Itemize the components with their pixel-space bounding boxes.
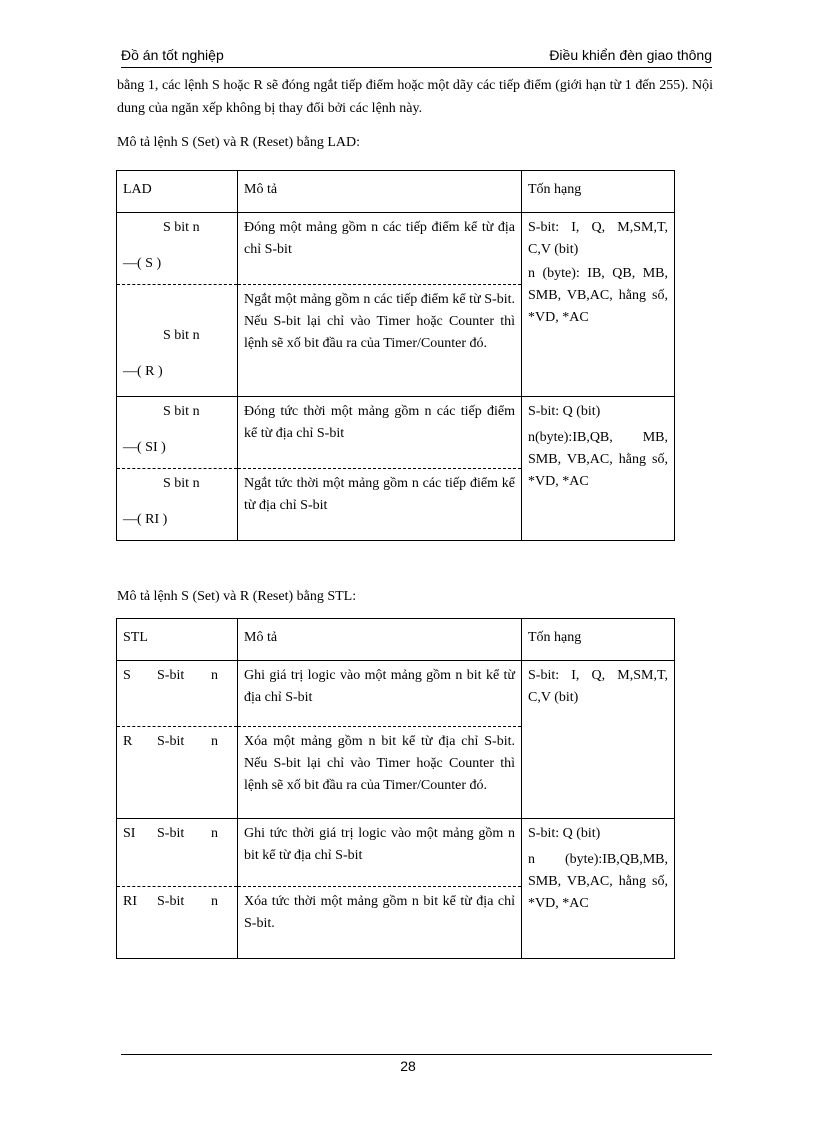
lad-coil: —( SI ) [123, 440, 166, 455]
footer-rule [121, 1054, 712, 1055]
stl-mnemonic: R [123, 734, 133, 749]
stl-mnemonic: SI [123, 826, 136, 841]
table-row [117, 819, 675, 887]
stl-operand: S-bit [157, 826, 185, 841]
stl-desc: Xóa một mảng gồm n bit kể từ địa chỉ S-bit. Nếu S-bit lại chỉ vào Timer hoặc Counter thì lệnh sẽ xố bit đầu ra của Timer/Counter đó. [238, 727, 522, 819]
lad-coil: —( RI ) [123, 512, 168, 527]
header-right: Điều khiển đèn giao thông [549, 47, 712, 63]
lad-symbol: S bit n [163, 220, 200, 235]
stl-table [116, 618, 675, 959]
lad-desc: Đóng tức thời một mảng gồm n các tiếp điểm kể từ địa chỉ S-bit [238, 397, 522, 469]
lad-operand-group-1 [522, 213, 675, 397]
stl-n: n [211, 894, 218, 909]
lad-operand-group-2 [522, 397, 675, 541]
lad-header-lad: LAD [117, 171, 238, 213]
stl-operand: S-bit [157, 734, 185, 749]
operand-line: n (byte):IB,QB,MB, SMB, VB,AC, hằng số, *VD, *AC [528, 852, 668, 911]
stl-desc: Xóa tức thời một mảng gồm n bit kể từ địa chỉ S-bit. [238, 887, 522, 959]
page-number: 28 [400, 1058, 416, 1074]
operand-line: S-bit: Q (bit) [528, 404, 601, 419]
stl-mnemonic: RI [123, 894, 137, 909]
lad-table [116, 170, 675, 541]
stl-n: n [211, 734, 218, 749]
lad-symbol: S bit n [163, 476, 200, 491]
lad-header-operand: Tốn hạng [522, 171, 675, 213]
stl-header-stl: STL [117, 619, 238, 661]
operand-line: S-bit: I, Q, M,SM,T, C,V (bit) [528, 220, 668, 257]
lad-desc: Ngắt tức thời một mảng gồm n các tiếp điểm kể từ địa chỉ S-bit [238, 469, 522, 541]
operand-line: n(byte):IB,QB, MB, SMB, VB,AC, hằng số, *VD, *AC [528, 430, 668, 489]
stl-operand-group-2 [522, 819, 675, 959]
table-row [117, 661, 675, 727]
stl-n: n [211, 668, 218, 683]
lad-symbol: S bit n [163, 404, 200, 419]
stl-mnemonic: S [123, 668, 131, 683]
lad-header-desc: Mô tả [238, 171, 522, 213]
lad-desc: Ngắt một mảng gồm n các tiếp điểm kể từ S-bit. Nếu S-bit lại chỉ vào Timer hoặc Counter thì lệnh sẽ xố bit đầu ra của Timer/Counter đó. [238, 285, 522, 397]
stl-operand-group-1: S-bit: I, Q, M,SM,T, C,V (bit) [522, 661, 675, 819]
table-row [117, 397, 675, 469]
lad-caption: Mô tả lệnh S (Set) và R (Reset) bằng LAD: [117, 135, 361, 150]
table-row [117, 213, 675, 285]
stl-header-operand: Tốn hạng [522, 619, 675, 661]
stl-operand: S-bit [157, 894, 185, 909]
lad-symbol: S bit n [163, 328, 200, 343]
lad-coil: —( R ) [123, 364, 163, 379]
stl-caption: Mô tả lệnh S (Set) và R (Reset) bằng STL: [117, 589, 357, 604]
header-left: Đồ án tốt nghiệp [121, 47, 224, 63]
stl-operand: S-bit [157, 668, 185, 683]
lad-coil: —( S ) [123, 256, 162, 271]
stl-header-desc: Mô tả [238, 619, 522, 661]
stl-desc: Ghi giá trị logic vào một mảng gồm n bit kể từ địa chỉ S-bit [238, 661, 522, 727]
intro-paragraph: bằng 1, các lệnh S hoặc R sẽ đóng ngắt tiếp điểm hoặc một dãy các tiếp điểm (giới hạn từ 1 đến 255). Nội dung của ngăn xếp không bị thay đổi bởi các lệnh này. [117, 78, 713, 116]
stl-desc: Ghi tức thời giá trị logic vào một mảng gồm n bit kể từ địa chỉ S-bit [238, 819, 522, 887]
lad-desc: Đóng một mảng gồm n các tiếp điểm kể từ địa chỉ S-bit [238, 213, 522, 285]
operand-line: S-bit: Q (bit) [528, 826, 601, 841]
page-header [121, 45, 712, 68]
operand-line: n (byte): IB, QB, MB, SMB, VB,AC, hằng số, *VD, *AC [528, 266, 668, 325]
stl-n: n [211, 826, 218, 841]
